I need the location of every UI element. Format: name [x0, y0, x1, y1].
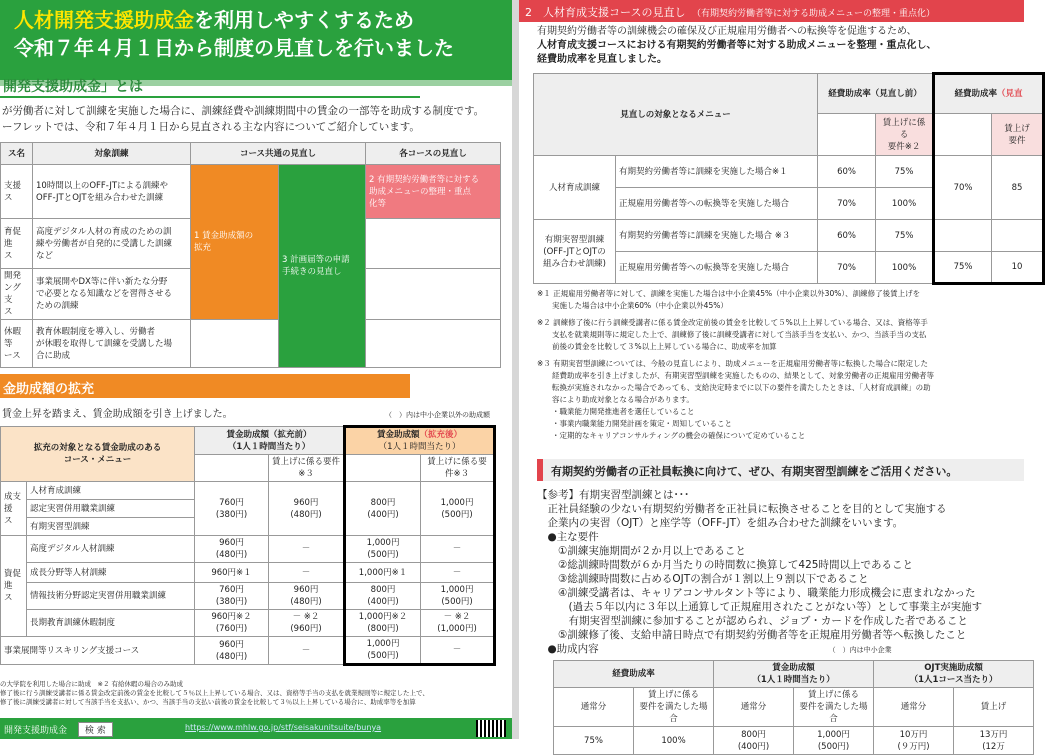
aid-val: 75%	[554, 727, 634, 755]
val: 760円 (380円)	[195, 482, 269, 536]
promo-heading: 有期契約労働者の正社員転換に向けて、ぜひ、有期実習型訓練をご活用ください。	[537, 459, 1024, 481]
aid-sub: 通常分	[874, 688, 954, 727]
after-sub: （1人１時間当たり）	[378, 442, 461, 452]
val: 1,000円※２ (800円)	[345, 610, 421, 637]
empty-cell	[191, 320, 279, 368]
menu-group: 人材育成訓練	[534, 156, 616, 220]
course-target: 10時間以上のOFF-JTによる訓練や OFF-JTとOJTを組み合わせた訓練	[33, 165, 191, 219]
val: －	[421, 563, 495, 583]
aid-sub: 賃上げに係る 要件を満たした場合	[794, 688, 874, 727]
aid-val: 800円 (400円)	[714, 727, 794, 755]
footnote: の大学院を利用した場合に助成 ※２ 有給休暇の場合のみ助成	[0, 680, 184, 688]
val: 800円 (400円)	[345, 482, 421, 536]
ref-line: 【参考】有期実習型訓練とは･･･	[537, 489, 690, 501]
intro-line: ーフレットでは、令和７年４月１日から見直される主な内容についてご紹介しています。	[2, 121, 420, 133]
val: 100%	[876, 188, 934, 220]
wage-note: （ ）内は中小企業以外の助成額	[385, 411, 490, 419]
aid-sub: 通常分	[554, 688, 634, 727]
val: 960円※１	[195, 563, 269, 583]
val: 1,000円 (500円)	[345, 637, 421, 665]
empty-cell	[366, 219, 501, 269]
menu-row: 正規雇用労働者等への転換等を実施した場合	[616, 252, 818, 284]
ref-line: (過去５年以内に３年以上通算して正規雇用されたことがない等）として事業主が実施す	[537, 601, 983, 613]
right-intro	[537, 25, 937, 67]
val: 1,000円 (500円)	[421, 482, 495, 536]
rate-col-before: 経費助成率（見直し前）	[818, 74, 934, 114]
section-heading-about: 開発支援助成金」とは	[0, 76, 420, 98]
page-header	[0, 0, 512, 86]
val: 75%	[876, 220, 934, 252]
val: 760円 (380円)	[195, 583, 269, 610]
course-change-2: 2 有期契約労働者等に対する 助成メニューの整理・重点 化等	[366, 165, 501, 219]
title-line2: 令和７年４月１日から制度の見直しを行いました	[14, 36, 454, 60]
ref-line: ●主な要件	[537, 531, 599, 543]
intro-text	[2, 103, 484, 135]
search-button[interactable]: 検 索	[78, 722, 113, 737]
menu-row: 有期契約労働者等に訓練を実施した場合 ※３	[616, 220, 818, 252]
aid-col: OJT実施助成額 （1人1コース当たり）	[874, 661, 1034, 688]
ref-line: 企業内の実習（OJT）と座学等（OFF-JT）を組み合わせた訓練をいいます。	[537, 517, 904, 529]
common-change-3: 3 計画届等の申請 手続きの見直し	[279, 165, 366, 368]
col-common: コース共通の見直し	[191, 143, 366, 165]
title-line1: を利用しやすくするため	[194, 8, 414, 32]
aid-note: （ ）内は中小企業	[828, 646, 892, 654]
aid-table	[553, 660, 1034, 755]
req-header: 賃上げに係る要件※３	[421, 455, 495, 482]
val: －	[421, 637, 495, 665]
menu-item: 高度デジタル人材訓練	[27, 536, 195, 563]
course-target: 高度デジタル人材の育成のための訓 練や労働者が自発的に受講した訓練 など	[33, 219, 191, 269]
menu-item: 認定実習併用職業訓練	[27, 500, 195, 518]
val: 60%	[818, 156, 876, 188]
col-each: 各コースの見直し	[366, 143, 501, 165]
val: 960円 (480円)	[195, 637, 269, 665]
val: 75%	[876, 156, 934, 188]
intro-line: 有期契約労働者等の訓練機会の確保及び正規雇用労働者への転換等を促進するため、	[537, 26, 917, 37]
page-gap	[512, 0, 519, 739]
wage-col-after	[345, 427, 495, 455]
rate-note-line: 前後の賃金を比較して３%以上上昇している場合に、助成率を加算	[537, 342, 777, 351]
menu-row: 正規雇用労働者等への転換等を実施した場合	[616, 188, 818, 220]
empty-cell	[366, 320, 501, 368]
col-course: ス名	[1, 143, 33, 165]
section-heading-course	[519, 0, 1024, 22]
rate-note-line: ・職業能力開発推進者を選任していること	[537, 407, 695, 416]
course-table	[0, 142, 501, 368]
wage-col-menu: 拡充の対象となる賃金助成のある コース・メニュー	[1, 427, 195, 482]
after-label: 賃金助成額	[377, 430, 420, 440]
after-red: （拡充後）	[419, 430, 463, 440]
val: 60%	[818, 220, 876, 252]
val: 10	[992, 252, 1044, 284]
group-2: 資促進 ス	[1, 536, 27, 637]
course-name: 育促進 ス	[1, 219, 33, 269]
aid-val: 1,000円 (500円)	[794, 727, 874, 755]
after-label: 経費助成率	[954, 89, 998, 99]
ref-line: ①訓練実施期間が２か月以上であること	[537, 545, 746, 557]
section-heading-wage: 金助成額の拡充	[0, 374, 410, 398]
val: 100%	[876, 252, 934, 284]
val: －	[269, 536, 345, 563]
aid-sub: 賃上げ	[954, 688, 1034, 727]
rate-note-line: 容により助成対象となる場合があります。	[537, 395, 694, 404]
course-name: 開発 ング支 ス	[1, 269, 33, 320]
course-target: 教育休暇制度を導入し、労働者 が休暇を取得して訓練を受講した場 合に助成	[33, 320, 191, 368]
bar-subtitle: （有期契約労働者等に対する助成メニューの整理・重点化）	[696, 9, 935, 19]
val: －	[421, 536, 495, 563]
aid-sub: 通常分	[714, 688, 794, 727]
aid-val: 13万円 (12万	[954, 727, 1034, 755]
footer-link[interactable]: https://www.mhlw.go.jp/stf/seisakunitsuite/bunya	[185, 723, 382, 732]
course-target: 事業展開やDX等に伴い新たな分野 で必要となる知識などを習得させる ための訓練	[33, 269, 191, 320]
reference-block	[537, 488, 982, 657]
rate-note-line: ・事業内職業能力開発計画を策定・周知していること	[537, 419, 732, 428]
aid-col: 経費助成率	[554, 661, 714, 688]
footer-bar	[0, 718, 512, 739]
req-header: 賃上げに係る要件※３	[269, 455, 345, 482]
val: －	[269, 637, 345, 665]
title-highlight: 人材開発支援助成金	[14, 8, 194, 32]
col-target: 対象訓練	[33, 143, 191, 165]
val: －	[269, 563, 345, 583]
val: 1,000円 (500円)	[345, 536, 421, 563]
aid-col: 賃金助成額 （1人１時間当たり）	[714, 661, 874, 688]
val: 70%	[934, 156, 992, 220]
val: 85	[992, 156, 1044, 220]
rate-note-line: 支払を就業規則等に規定した上で、訓練修了後に訓練受講者に対して当該手当を支払い、かつ、当該手当の支払	[537, 330, 927, 339]
aid-label: ●助成内容	[537, 643, 599, 655]
rate-note-line: ※３ 有期実習型訓練については、今般の見直しにより、助成メニューを正規雇用労働者等に転換した場合に限定した	[537, 359, 929, 368]
rate-col-after	[934, 74, 1044, 114]
group-3: 事業展開等リスキリング支援コース	[1, 637, 195, 665]
val: 960円 (480円)	[269, 583, 345, 610]
ref-line: ②総訓練時間数が６か月当たりの時間数に換算して425時間以上であること	[537, 559, 913, 571]
intro-line: が労働者に対して訓練を実施した場合に、訓練経費や訓練期間中の賃金の一部等を助成する制度です。	[2, 105, 485, 117]
val: － ※２ (1,000円)	[421, 610, 495, 637]
qr-code-icon	[476, 720, 506, 737]
rate-table	[533, 72, 1045, 285]
req-header: 賃上げに係る 要件※２	[876, 114, 934, 156]
rate-note-line: 実施した場合は中小企業60%（中小企業以外45%）	[537, 301, 728, 310]
rate-note-line: 経費助成率を引き上げましたが、有期実習型訓練を実施したものの、結果として、対象労働者の正規雇用労働者等	[537, 371, 935, 380]
group-1: 成支援 ス	[1, 482, 27, 536]
empty-cell	[366, 269, 501, 320]
menu-group: 有期実習型訓練 (OFF-JTとOJTの 組み合わせ訓練)	[534, 220, 616, 284]
menu-row: 有期契約労働者等に訓練を実施した場合※１	[616, 156, 818, 188]
footnote: 修了後に訓練受講者に対して当該手当を支払い、かつ、当該手当の支払い前後の賃金を比較して３％以上上昇している場合に、助成率等を加算	[0, 698, 416, 706]
wage-col-before: 賃金助成額（拡充前） （1人１時間当たり）	[195, 427, 345, 455]
val: 960円※２ (760円)	[195, 610, 269, 637]
val: 70%	[818, 188, 876, 220]
rate-note-line: ※２ 訓練修了後に行う訓練受講者に係る賃金改定前後の賃金を比較して５%以上上昇している場合、又は、資格等手	[537, 318, 928, 327]
val: 800円 (400円)	[345, 583, 421, 610]
ref-line: 正社員経験の少ない有期契約労働者を正社員に転換させることを目的として実施する	[537, 503, 947, 515]
rate-note-line: ・定期的なキャリアコンサルティングの機会の確保について定めていること	[537, 431, 806, 440]
wage-table	[0, 425, 496, 666]
menu-item: 人材育成訓練	[27, 482, 195, 500]
course-name: 休暇等 ース	[1, 320, 33, 368]
footnote: 修了後に行う訓練受講者に係る賃金改定前後の賃金を比較して５％以上上昇している場合、又は、資格等手当の支払を就業規則等に規定した上で、	[0, 689, 429, 697]
rate-note-line: ※１ 正規雇用労働者等に対して、訓練を実施した場合は中小企業45%（中小企業以外30%）、訓練修了後賃上げを	[537, 289, 921, 298]
left-page	[0, 0, 512, 739]
footer-brand: 開発支援助成金	[4, 726, 68, 736]
aid-sub: 賃上げに係る 要件を満たした場合	[634, 688, 714, 727]
wage-subtitle: 賃金上昇を踏まえ、賃金助成額を引き上げました。	[2, 409, 233, 420]
rate-note-line: 転換が実施されなかった場合であっても、支給決定時までに以下の要件を満たしたときは、「人材育成訓練」の助	[537, 383, 931, 392]
course-name: 支援 ス	[1, 165, 33, 219]
ref-line: 有期実習型訓練に参加することが認められ、ジョブ・カードを作成した者であること	[537, 615, 968, 627]
intro-line: 経費助成率を見直しました。	[537, 54, 667, 65]
aid-val: 10万円 (９万円)	[874, 727, 954, 755]
req-header: 賃上げ 要件	[992, 114, 1044, 156]
ref-line: ⑤訓練修了後、支給申請日時点で有期契約労働者等を正規雇用労働者等へ転換したこと	[537, 629, 967, 641]
ref-line: ④訓練受講者は、キャリアコンサルタント等により、職業能力形成機会に恵まれなかった	[537, 587, 976, 599]
ref-line: ③総訓練時間数に占めるOJTの割合が１割以上９割以下であること	[537, 573, 869, 585]
intro-line: 人材育成支援コースにおける有期契約労働者等に対する助成メニューを整理・重点化し、	[537, 40, 937, 51]
right-page	[519, 0, 1030, 752]
common-change-1: 1 賃金助成額の 拡充	[191, 165, 279, 320]
val: 960円 (480円)	[269, 482, 345, 536]
val: － ※２ (960円)	[269, 610, 345, 637]
val: 70%	[818, 252, 876, 284]
menu-item: 長期教育訓練休暇制度	[27, 610, 195, 637]
menu-item: 有期実習型訓練	[27, 518, 195, 536]
val: 960円 (480円)	[195, 536, 269, 563]
menu-item: 成長分野等人材訓練	[27, 563, 195, 583]
menu-item: 情報技術分野認定実習併用職業訓練	[27, 583, 195, 610]
rate-col-menu: 見直しの対象となるメニュー	[534, 74, 818, 156]
val: 1,000円※１	[345, 563, 421, 583]
val: 75%	[934, 252, 992, 284]
val: 1,000円 (500円)	[421, 583, 495, 610]
bar-title: 2 人材育成支援コースの見直し	[525, 6, 686, 19]
after-red: （見直	[997, 89, 1023, 99]
aid-val: 100%	[634, 727, 714, 755]
